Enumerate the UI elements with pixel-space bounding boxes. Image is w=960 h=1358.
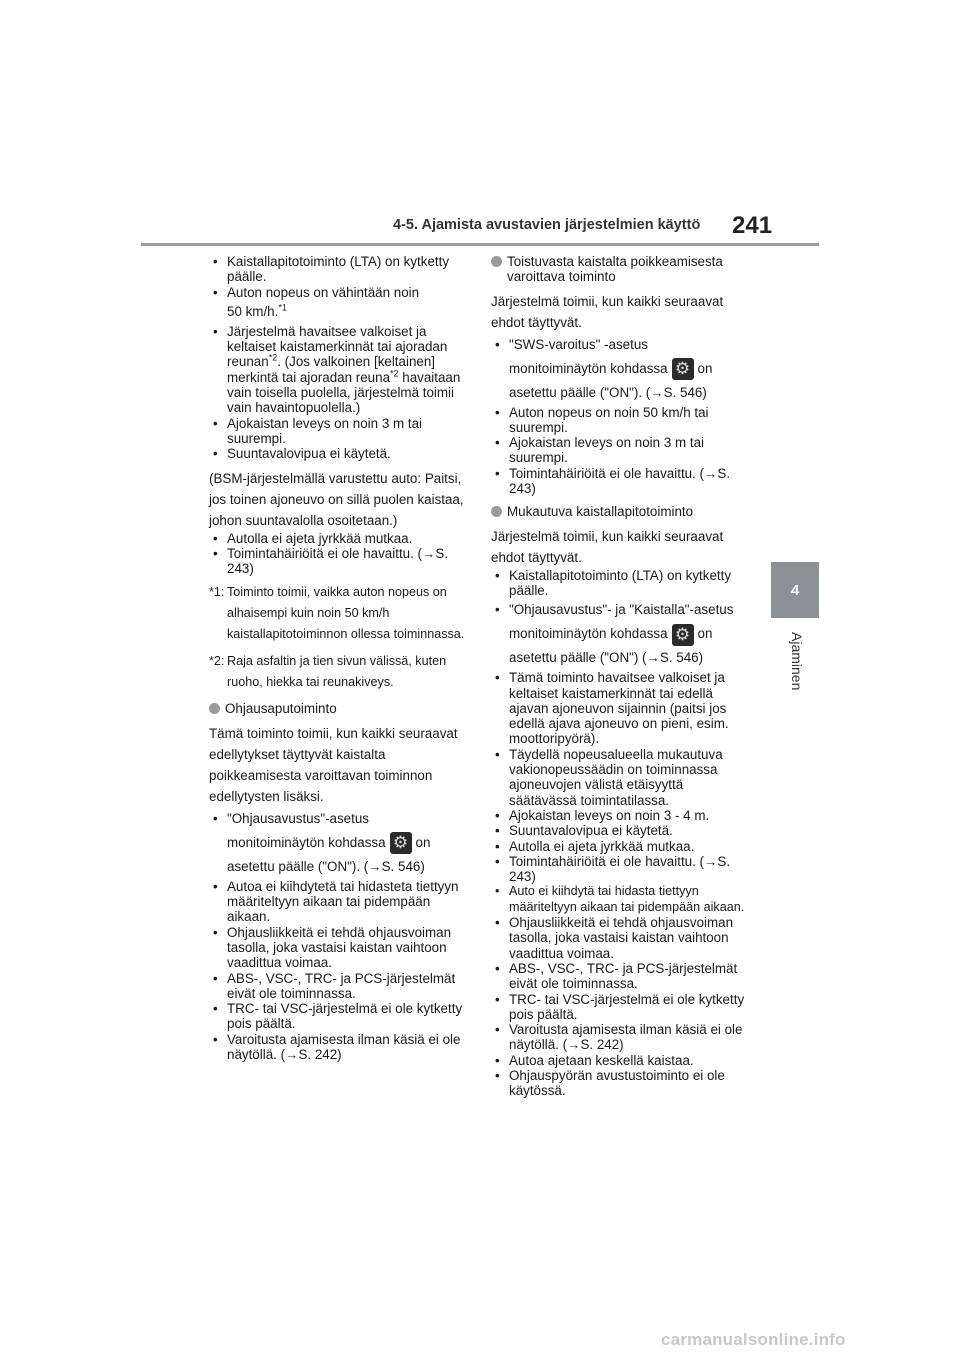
list-item: • Varoitusta ajamisesta ilman käsiä ei ole näytöllä. (→S. 242) — [491, 1022, 749, 1053]
site-watermark: carmanualsonline.info — [661, 1330, 846, 1349]
section-heading: Toistuvasta kaistalta poikkeamisesta varoittava toiminto — [491, 254, 749, 285]
header-title: 4-5. Ajamista avustavien järjestelmien käyttö — [393, 217, 701, 233]
condition-list — [209, 531, 467, 577]
list-item: • "Ohjausavustus"- ja "Kaistalla"-asetus monitoiminäytön kohdassa⚙ on asetettu päälle ("ON") (→S. 546) — [491, 598, 749, 670]
left-column — [209, 254, 467, 1062]
list-item: • Ajokaistan leveys on noin 3 m tai suurempi. — [209, 416, 467, 447]
condition-list — [491, 568, 749, 1099]
gear-icon — [672, 358, 694, 380]
condition-list — [209, 807, 467, 1063]
footnote-2: *2: Raja asfaltin ja tien sivun välissä, kuten ruoho, hiekka tai reunakiveys. — [209, 654, 447, 690]
section-paragraph: Järjestelmä toimii, kun kaikki seuraavat ehdot täyttyvät. — [491, 528, 724, 565]
list-item: • Ohjausliikkeitä ei tehdä ohjausvoiman tasolla, joka vastaisi kaistan vaihtoon vaadittua voimaa. — [209, 925, 467, 971]
list-item: • "SWS-varoitus" -asetus monitoiminäytön kohdassa⚙ on asetettu päälle ("ON"). (→S. 546) — [491, 333, 749, 405]
condition-list — [209, 254, 467, 462]
page-number: 241 — [732, 212, 773, 239]
list-item: • Täydellä nopeusalueella mukautuva vakionopeussäädin on toiminnassa ajoneuvojen välistä etäisyyttä säätävässä toimintatilassa. — [491, 747, 749, 808]
section-paragraph: Järjestelmä toimii, kun kaikki seuraavat ehdot täyttyvät. — [491, 293, 724, 330]
section-paragraph: Tämä toiminto toimii, kun kaikki seuraavat edellytykset täyttyvät kaistalta poikkeamisesta varoittavan toiminnon edellytysten lisäksi. — [209, 725, 458, 804]
list-item: • Suuntavalovipua ei käytetä. — [491, 823, 749, 838]
list-item: • Autoa ei kiihdytetä tai hidasteta tiettyyn määriteltyyn aikaan tai pidempään aikaan. — [209, 879, 467, 925]
list-item: • Ajokaistan leveys on noin 3 m tai suurempi. — [491, 435, 749, 466]
list-item: • Varoitusta ajamisesta ilman käsiä ei ole näytöllä. (→S. 242) — [209, 1032, 467, 1063]
list-item: • ABS-, VSC-, TRC- ja PCS-järjestelmät eivät ole toiminnassa. — [491, 961, 749, 992]
footnote-1: *1: Toiminto toimii, vaikka auton nopeus on alhaisempi kuin noin 50 km/h kaistallapitotoiminnon ollessa toiminnassa. — [209, 585, 465, 642]
footnote-ref: *2 — [268, 353, 278, 364]
list-item: • Suuntavalovipua ei käytetä. — [209, 446, 467, 461]
list-item: • Auton nopeus on noin 50 km/h tai suurempi. — [491, 405, 749, 436]
list-item: • Auton nopeus on vähintään noin 50 km/h.$^{*1}$ — [209, 285, 467, 324]
list-item: • Kaistallapitotoiminto (LTA) on kytketty päälle. — [491, 568, 749, 599]
list-item: • TRC- tai VSC-järjestelmä ei ole kytketty pois päältä. — [491, 992, 749, 1023]
list-item: • TRC- tai VSC-järjestelmä ei ole kytketty pois päältä. — [209, 1001, 467, 1032]
bullet-dot-icon — [491, 506, 502, 517]
list-item: • Järjestelmä havaitsee valkoiset ja keltaiset kaistamerkinnät tai ajoradan reunan$^{*2}$. (Jos valkoinen [keltainen] merkintä tai ajoradan reuna$^{*2}$ havaitaan vain toisella puolella, järjestelmä toimii vain havaintopuolella.) — [209, 324, 467, 416]
condition-list — [491, 333, 749, 497]
list-item: • Tämä toiminto havaitsee valkoiset ja keltaiset kaistamerkinnät tai edellä ajavan ajoneuvon sijainnin (paitsi jos edellä ajava ajoneuvo on pieni, esim. moottoripyörä). — [491, 670, 749, 746]
footnote-ref: *1 — [278, 302, 287, 313]
bsm-paragraph: (BSM-järjestelmällä varustettu auto: Paitsi, jos toinen ajoneuvo on sillä puolen kaistaa, johon suuntavalolla osoitetaan.) — [209, 470, 464, 528]
footnote-ref: *2 — [390, 368, 399, 379]
list-item: • Autolla ei ajeta jyrkkää mutkaa. — [491, 839, 749, 854]
list-item: • Ohjausliikkeitä ei tehdä ohjausvoiman tasolla, joka vastaisi kaistan vaihtoon vaadittua voimaa. — [491, 915, 749, 961]
bullet-dot-icon — [209, 703, 220, 714]
list-item: • Auto ei kiihdytä tai hidasta tiettyyn määriteltyyn aikaan tai pidempään aikaan. — [491, 884, 749, 915]
list-item: • Autoa ajetaan keskellä kaistaa. — [491, 1053, 749, 1068]
list-item: • Ajokaistan leveys on noin 3 - 4 m. — [491, 808, 749, 823]
gear-icon — [390, 832, 412, 854]
gear-icon — [672, 624, 694, 646]
list-item: • ABS-, VSC-, TRC- ja PCS-järjestelmät eivät ole toiminnassa. — [209, 971, 467, 1002]
right-column — [491, 254, 749, 1099]
section-heading: Ohjausaputoiminto — [209, 701, 467, 716]
list-item: • Toimintahäiriöitä ei ole havaittu. (→S. 243) — [491, 854, 749, 885]
chapter-label: Ajaminen — [789, 632, 805, 691]
list-item: • Kaistallapitotoiminto (LTA) on kytketty päälle. — [209, 254, 467, 285]
list-item: • Toimintahäiriöitä ei ole havaittu. (→S. 243) — [209, 546, 467, 577]
section-heading: Mukautuva kaistallapitotoiminto — [491, 504, 749, 519]
bullet-dot-icon — [491, 256, 502, 267]
list-item: • Ohjauspyörän avustustoiminto ei ole käytössä. — [491, 1068, 749, 1099]
list-item: • "Ohjausavustus"-asetus monitoiminäytön kohdassa⚙ on asetettu päälle ("ON"). (→S. 546) — [209, 807, 467, 879]
header-rule — [141, 243, 819, 246]
list-item: • Toimintahäiriöitä ei ole havaittu. (→S. 243) — [491, 466, 749, 497]
chapter-tab[interactable]: 4 — [771, 562, 819, 618]
list-item: • Autolla ei ajeta jyrkkää mutkaa. — [209, 531, 467, 546]
